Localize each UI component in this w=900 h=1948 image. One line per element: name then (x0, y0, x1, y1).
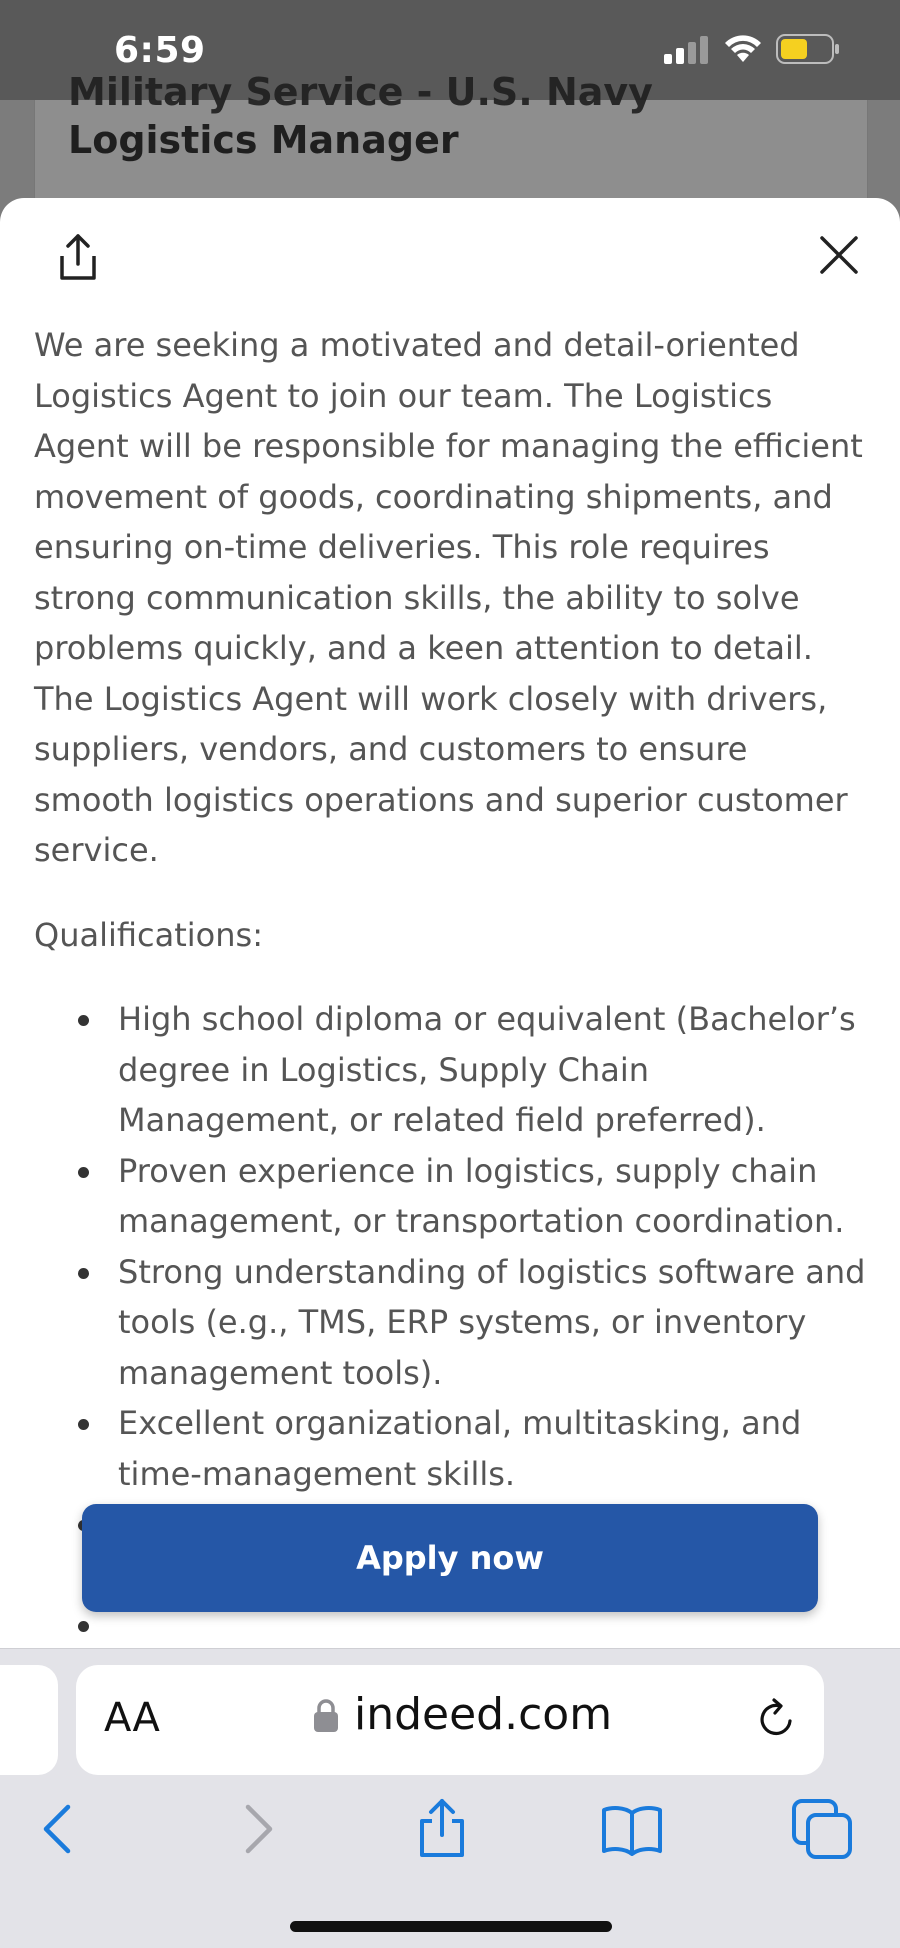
background-job-title: Logistics Manager (68, 118, 459, 162)
reload-icon[interactable] (754, 1697, 798, 1741)
aa-label: AA (104, 1695, 160, 1741)
job-description-sheet (0, 198, 900, 1648)
tabs-icon[interactable] (790, 1797, 854, 1861)
job-description-text: We are seeking a motivated and detail-oriented Logistics Agent to join our team. The Logistics Agent will be responsible for managing the efficient movement of goods, coordinating shipments, and ensuring on-time deliveries. This role requires strong communication skills, the ability to solve problems quickly, and a keen attention to detail. The Logistics Agent will work closely with drivers, suppliers, vendors, and customers to ensure smooth logistics operations and superior customer service. (34, 326, 863, 869)
qualification-item: Strong understanding of logistics software and tools (e.g., TMS, ERP systems, or inventory management tools). (34, 1247, 874, 1399)
qualification-item: Proven experience in logistics, supply chain management, or transportation coordination. (34, 1146, 874, 1247)
browser-toolbar (0, 1797, 900, 1877)
status-icons (664, 34, 840, 64)
job-description-content (34, 320, 874, 1701)
url-text[interactable]: indeed.com (354, 1689, 613, 1740)
background-prev-line: Military Service - U.S. Navy (68, 70, 653, 114)
signal-icon (664, 34, 710, 64)
forward-icon[interactable] (224, 1797, 288, 1861)
bookmarks-icon[interactable] (600, 1797, 664, 1861)
battery-icon (776, 34, 840, 64)
browser-bottom-bar (0, 1648, 900, 1948)
qualifications-heading: Qualifications: (34, 915, 263, 954)
lock-icon (312, 1697, 340, 1733)
share-icon[interactable] (56, 232, 100, 282)
apply-now-button[interactable]: Apply now (82, 1504, 818, 1612)
home-indicator (290, 1921, 612, 1932)
address-bar[interactable] (76, 1665, 824, 1775)
close-icon[interactable] (816, 232, 862, 278)
share-toolbar-icon[interactable] (410, 1797, 474, 1861)
back-icon[interactable] (28, 1797, 92, 1861)
qualification-item: Excellent organizational, multitasking, and time-management skills. (34, 1398, 874, 1499)
status-time: 6:59 (114, 30, 206, 71)
wifi-icon (722, 34, 764, 64)
reader-settings-button[interactable] (104, 1695, 160, 1741)
previous-tab-peek[interactable] (0, 1665, 58, 1775)
url-wrap[interactable] (312, 1689, 612, 1740)
qualification-item: High school diploma or equivalent (Bachelor’s degree in Logistics, Supply Chain Management, or related field preferred). (34, 994, 874, 1146)
